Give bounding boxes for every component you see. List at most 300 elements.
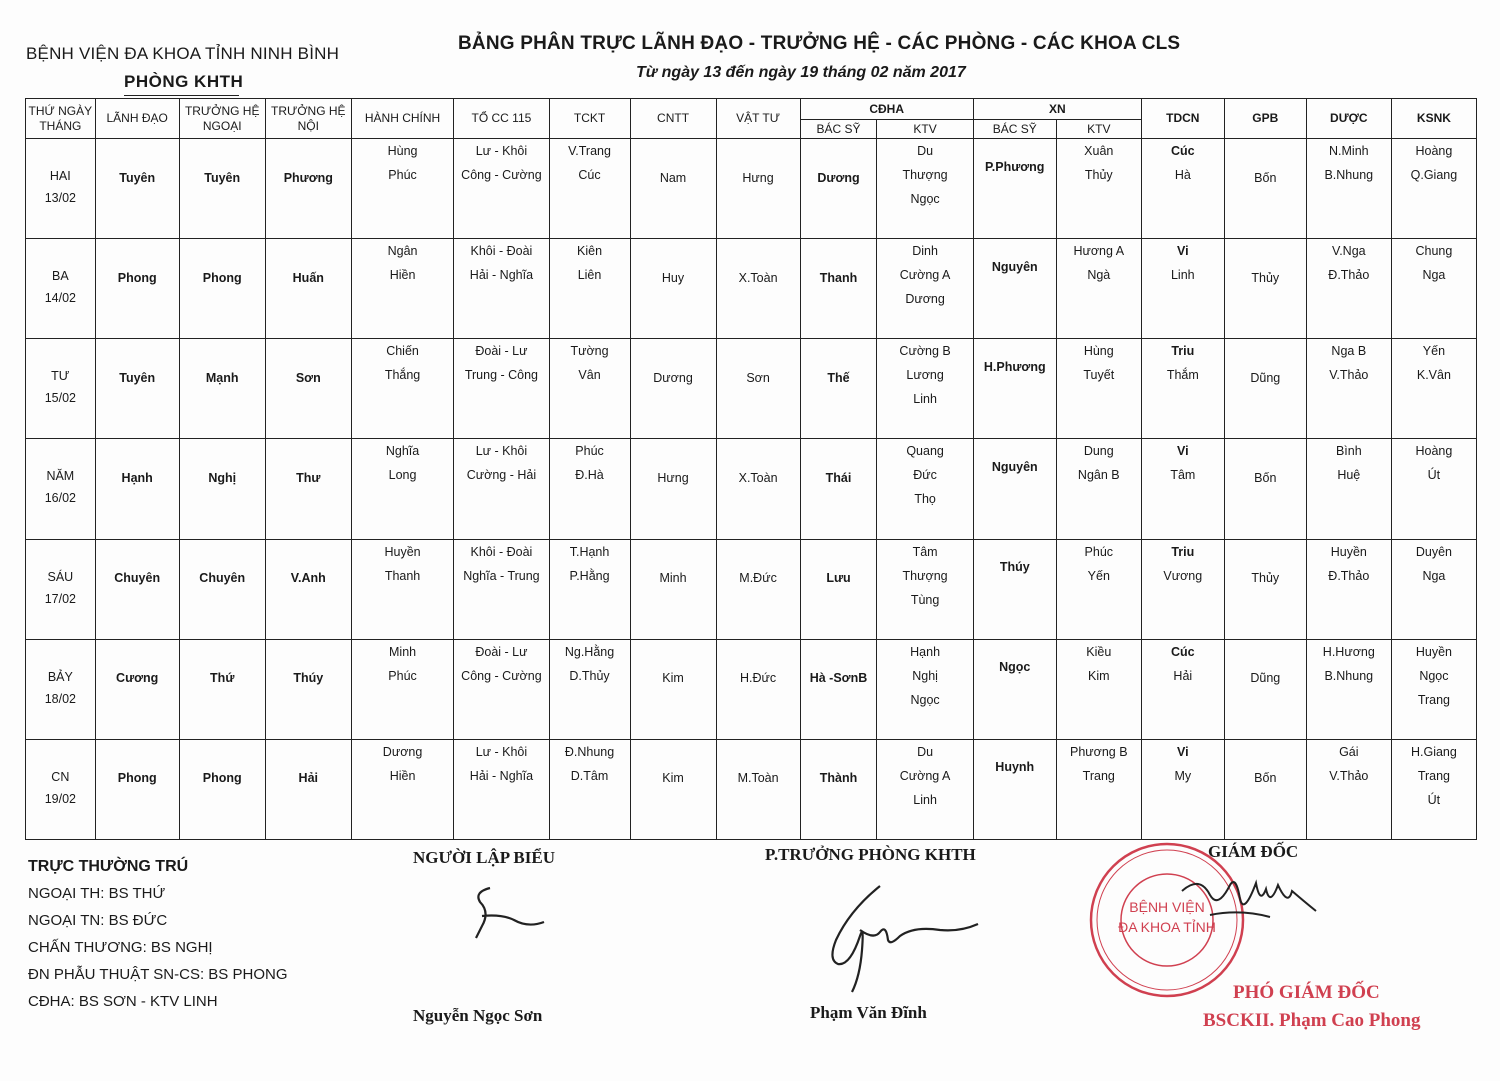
cc115-cell-entry: Công - Cường [461,168,542,182]
tdcn-cell [1141,339,1224,439]
tdcn-cell-entry: Triu [1171,544,1195,559]
surg-cell: Phong [179,739,265,839]
cntt-cell: Minh [630,539,716,639]
cc115-cell [454,439,549,539]
gpb-cell: Bốn [1224,139,1306,239]
col-admin: HÀNH CHÍNH [351,99,453,139]
duoc-cell-entry: Huệ [1337,468,1361,483]
duoc-cell-entry: Bình [1335,444,1362,459]
director-title: GIÁM ĐỐC [1208,842,1299,861]
tckt-cell-entry: Phúc [575,444,604,459]
duoc-cell-entry: Nga B [1331,344,1367,359]
resident-duty-line: NGOẠI TH: BS THỨ [28,885,166,902]
schedule-body [26,139,1477,840]
admin-cell-entry: Hiền [389,268,416,283]
col-duoc: DƯỢC [1306,99,1391,139]
stamp-line-2: ĐA KHOA TỈNH [1118,919,1216,935]
ksnk-cell [1391,139,1476,239]
tckt-cell [549,239,630,339]
cdha-ktv-cell-entry: Tùng [910,592,940,607]
vice-director-name: BSCKII. Phạm Cao Phong [1203,1010,1421,1031]
day-name: BA [51,269,69,284]
tckt-cell-entry: Tường [570,344,609,359]
duoc-cell-entry: V.Nga [1332,244,1366,259]
xn-ktv-cell [1056,139,1141,239]
vattu-cell: M.Toàn [716,739,800,839]
day-date: 19/02 [44,791,76,806]
admin-cell-entry: Chiến [386,344,419,359]
ksnk-cell [1391,739,1476,839]
xn-bs-cell: Huynh [973,739,1056,839]
tdcn-cell-entry: Vi [1177,444,1189,459]
cc115-cell [454,639,549,739]
ksnk-cell-entry: Nga [1422,568,1446,583]
duoc-cell-entry: H.Hương [1322,644,1375,659]
col-vattu: VẬT TƯ [716,99,800,139]
cc115-cell [454,239,549,339]
admin-cell-entry: Hùng [387,144,418,158]
cc115-cell-entry: Lư - Khôi [475,144,528,158]
cdha-ktv-cell-entry: Ngọc [910,192,940,206]
cdha-ktv-cell-entry: Du [917,744,934,759]
lead-cell: Phong [95,739,179,839]
stamp-line-1: BỆNH VIỆN [1129,899,1205,915]
admin-cell-entry: Phúc [388,168,417,182]
ksnk-cell [1391,239,1476,339]
col-tdcn: TDCN [1141,99,1224,139]
cdha-ktv-cell-entry: Lương [906,368,944,383]
col-cdha: CĐHA [800,99,973,120]
resident-duty-line: ĐN PHẪU THUẬT SN-CS: BS PHONG [28,966,288,983]
ksnk-cell [1391,539,1476,639]
lead-cell: Phong [95,239,179,339]
vattu-cell: H.Đức [716,639,800,739]
med-cell: V.Anh [265,539,351,639]
cc115-cell [454,139,549,239]
cdha-ktv-cell-entry: Cường A [899,768,951,783]
day-date: 15/02 [44,391,76,406]
xn-ktv-cell-entry: Thủy [1084,168,1113,182]
xn-ktv-cell [1056,339,1141,439]
document-title: BẢNG PHÂN TRỰC LÃNH ĐẠO - TRƯỞNG HỆ - CÁC PHÒNG - CÁC KHOA CLS [458,33,1181,54]
cdha-ktv-cell-entry: Ngọc [910,692,940,707]
tckt-cell-entry: Đ.Hà [575,468,604,483]
surg-cell: Nghị [179,439,265,539]
col-cc115: TỔ CC 115 [454,99,549,139]
surg-cell: Tuyên [179,139,265,239]
tdcn-cell-entry: Vi [1177,244,1189,259]
surg-cell: Mạnh [179,339,265,439]
ksnk-cell-entry: Hoàng [1415,144,1453,158]
cc115-cell-entry: Lư - Khôi [475,444,528,459]
cc115-cell-entry: Đoài - Lư [475,644,528,659]
cntt-cell: Huy [630,239,716,339]
xn-ktv-cell-entry: Tuyết [1083,368,1115,383]
med-cell: Huấn [265,239,351,339]
tdcn-cell-entry: Cúc [1171,144,1195,158]
tdcn-cell [1141,239,1224,339]
hospital-name: BỆNH VIỆN ĐA KHOA TỈNH NINH BÌNH [26,44,340,63]
resident-duty-line: CĐHA: BS SƠN - KTV LINH [28,993,218,1010]
tdcn-cell [1141,639,1224,739]
med-cell: Sơn [265,339,351,439]
xn-bs-cell: H.Phương [973,339,1056,439]
admin-cell [351,139,453,239]
col-cntt: CNTT [630,99,716,139]
director-signature [1170,855,1320,945]
day-date: 18/02 [44,691,76,706]
schedule-row [26,639,1477,739]
tdcn-cell-entry: Hải [1173,668,1193,683]
admin-cell-entry: Huyền [384,544,421,559]
cntt-cell: Kim [630,639,716,739]
tdcn-cell-entry: Hà [1174,168,1191,182]
col-surg: TRƯỞNG HỆ NGOẠI [179,99,265,139]
tckt-cell-entry: Vân [578,368,601,383]
day-name: CN [51,769,70,784]
admin-cell [351,639,453,739]
day-cell [26,339,96,439]
med-cell: Thúy [265,639,351,739]
deputy-title: P.TRƯỞNG PHÒNG KHTH [765,845,976,864]
ksnk-cell-entry: Trang [1417,692,1451,707]
document-subtitle: Từ ngày 13 đến ngày 19 tháng 02 năm 2017 [636,64,966,81]
admin-cell-entry: Thắng [384,368,421,383]
xn-ktv-cell [1056,239,1141,339]
tckt-cell-entry: D.Tâm [570,768,609,783]
admin-cell-entry: Ngân [387,244,418,259]
tckt-cell-entry: Đ.Nhung [564,744,615,759]
cdha-ktv-cell-entry: Cường B [899,344,951,359]
col-cdha-ktv: KTV [877,120,973,139]
ksnk-cell [1391,439,1476,539]
duoc-cell [1306,239,1391,339]
xn-ktv-cell-entry: Yến [1087,568,1110,583]
duoc-cell-entry: Đ.Thảo [1328,568,1370,583]
cc115-cell-entry: Khôi - Đoài [470,544,533,559]
cdha-bs-cell: Hà -SơnB [800,639,877,739]
tdcn-cell-entry: Vi [1177,744,1189,759]
col-gpb: GPB [1224,99,1306,139]
cc115-cell-entry: Hải - Nghĩa [469,768,534,783]
tdcn-cell-entry: Tâm [1170,468,1196,483]
xn-ktv-cell-entry: Phúc [1084,544,1114,559]
xn-bs-cell: Ngọc [973,639,1056,739]
col-tckt: TCKT [549,99,630,139]
duoc-cell-entry: B.Nhung [1324,668,1374,683]
surg-cell: Chuyên [179,539,265,639]
cdha-ktv-cell [877,439,973,539]
schedule-row [26,339,1477,439]
day-date: 17/02 [44,591,76,606]
cdha-ktv-cell [877,139,973,239]
xn-bs-cell: Nguyên [973,439,1056,539]
tdcn-cell-entry: Linh [1170,268,1195,283]
xn-ktv-cell [1056,739,1141,839]
preparer-signature [462,880,552,950]
cntt-cell: Hưng [630,439,716,539]
deputy-name: Phạm Văn Đĩnh [810,1003,927,1022]
cdha-ktv-cell [877,239,973,339]
cc115-cell-entry: Nghĩa - Trung [463,568,540,583]
cc115-cell-entry: Khôi - Đoài [470,244,533,259]
xn-ktv-cell-entry: Xuân [1084,144,1114,158]
gpb-cell: Bốn [1224,439,1306,539]
cc115-cell [454,339,549,439]
cdha-bs-cell: Thế [800,339,877,439]
day-date: 14/02 [44,291,76,306]
cc115-cell-entry: Công - Cường [461,668,542,683]
admin-cell-entry: Phúc [388,668,417,683]
admin-cell-entry: Minh [389,644,417,659]
xn-bs-cell: Thúy [973,539,1056,639]
tckt-cell [549,139,630,239]
schedule-row [26,439,1477,539]
ksnk-cell-entry: Út [1427,792,1441,807]
tckt-cell-entry: P.Hằng [569,568,610,583]
preparer-title: NGƯỜI LẬP BIỂU [413,848,556,867]
tdcn-cell-entry: My [1174,768,1192,783]
preparer-name: Nguyễn Ngọc Sơn [413,1006,543,1025]
tdcn-cell-entry: Triu [1171,344,1195,359]
xn-ktv-cell-entry: Trang [1082,768,1115,783]
ksnk-cell-entry: Nga [1422,268,1446,283]
cdha-ktv-cell-entry: Dinh [912,244,938,259]
cdha-ktv-cell-entry: Dương [905,292,945,307]
day-name: SÁU [47,569,74,584]
cc115-cell-entry: Trung - Công [464,368,539,383]
duoc-cell [1306,739,1391,839]
duoc-cell [1306,339,1391,439]
ksnk-cell-entry: Huyền [1415,644,1452,659]
ksnk-cell [1391,639,1476,739]
cdha-bs-cell: Thành [800,739,877,839]
day-cell [26,139,96,239]
admin-cell-entry: Thanh [384,568,421,583]
surg-cell: Phong [179,239,265,339]
cdha-ktv-cell-entry: Hạnh [910,644,941,659]
duoc-cell [1306,439,1391,539]
admin-cell [351,739,453,839]
resident-duty-block [28,853,287,1015]
cdha-bs-cell: Dương [800,139,877,239]
med-cell: Hải [265,739,351,839]
day-name: HAI [49,169,71,183]
cdha-bs-cell: Thái [800,439,877,539]
cdha-ktv-cell-entry: Linh [913,392,937,407]
duoc-cell-entry: N.Minh [1329,144,1369,158]
vattu-cell: M.Đức [716,539,800,639]
col-ksnk: KSNK [1391,99,1476,139]
schedule-row [26,139,1477,239]
tckt-cell [549,739,630,839]
cdha-ktv-cell-entry: Cường A [899,268,951,283]
admin-cell [351,439,453,539]
col-lead: LÃNH ĐẠO [95,99,179,139]
day-cell [26,539,96,639]
day-name: TƯ [51,369,70,384]
resident-duty-heading: TRỰC THƯỜNG TRÚ [28,858,189,875]
xn-ktv-cell-entry: Ngân B [1077,468,1120,483]
admin-cell [351,539,453,639]
cdha-ktv-cell-entry: Nghị [912,668,938,683]
duoc-cell-entry: Gái [1339,744,1359,759]
gpb-cell: Dũng [1224,339,1306,439]
day-date: 16/02 [44,491,76,506]
day-cell [26,739,96,839]
ksnk-cell-entry: H.Giang [1410,744,1457,759]
ksnk-cell-entry: Hoàng [1415,444,1453,459]
col-cdha-bs: BÁC SỸ [800,120,877,139]
duoc-cell-entry: B.Nhung [1324,168,1374,182]
tckt-cell [549,639,630,739]
cdha-ktv-cell [877,639,973,739]
day-cell [26,439,96,539]
duoc-cell-entry: V.Thảo [1329,768,1369,783]
resident-duty-line: CHẤN THƯƠNG: BS NGHỊ [28,939,213,956]
col-xn-ktv: KTV [1056,120,1141,139]
ksnk-cell [1391,339,1476,439]
col-day: THỨ NGÀY THÁNG [26,99,96,139]
duoc-cell [1306,139,1391,239]
tdcn-cell [1141,739,1224,839]
duoc-cell [1306,639,1391,739]
header-row [26,99,1477,120]
duoc-cell-entry: Đ.Thảo [1328,268,1370,283]
xn-ktv-cell [1056,439,1141,539]
tdcn-cell [1141,139,1224,239]
gpb-cell: Thủy [1224,539,1306,639]
schedule-row [26,239,1477,339]
tckt-cell-entry: Ng.Hằng [564,644,615,659]
ksnk-cell-entry: Ngọc [1419,668,1449,683]
lead-cell: Hạnh [95,439,179,539]
xn-ktv-cell-entry: Hùng [1083,344,1114,359]
duoc-cell-entry: V.Thảo [1329,368,1369,383]
cc115-cell-entry: Lư - Khôi [475,744,528,759]
xn-ktv-cell [1056,539,1141,639]
admin-cell-entry: Hiền [389,768,416,783]
cc115-cell [454,539,549,639]
admin-cell [351,339,453,439]
cdha-ktv-cell-entry: Du [917,144,934,158]
ksnk-cell-entry: Trang [1417,768,1451,783]
cdha-ktv-cell-entry: Quang [906,444,944,459]
resident-duty-line: NGOẠI TN: BS ĐỨC [28,912,168,929]
cc115-cell-entry: Đoài - Lư [475,344,528,359]
cc115-cell-entry: Hải - Nghĩa [469,268,534,283]
ksnk-cell-entry: Q.Giang [1410,168,1458,182]
lead-cell: Chuyên [95,539,179,639]
ksnk-cell-entry: Út [1427,468,1441,483]
tdcn-cell-entry: Thắm [1166,368,1199,383]
vattu-cell: X.Toàn [716,439,800,539]
admin-cell-entry: Dương [382,744,423,759]
cc115-cell [454,739,549,839]
lead-cell: Tuyên [95,139,179,239]
xn-ktv-cell-entry: Dung [1083,444,1114,459]
vattu-cell: Hưng [716,139,800,239]
col-xn: XN [973,99,1141,120]
cdha-ktv-cell-entry: Tâm [912,544,938,559]
lead-cell: Tuyên [95,339,179,439]
schedule-row [26,739,1477,839]
gpb-cell: Dũng [1224,639,1306,739]
tckt-cell-entry: Kiên [577,244,603,259]
duoc-cell [1306,539,1391,639]
xn-ktv-cell-entry: Phương B [1069,744,1128,759]
vattu-cell: Sơn [716,339,800,439]
med-cell: Phương [265,139,351,239]
cdha-ktv-cell-entry: Đức [913,468,937,483]
col-med: TRƯỞNG HỆ NỘI [265,99,351,139]
cntt-cell: Dương [630,339,716,439]
cntt-cell: Kim [630,739,716,839]
deputy-signature [790,880,990,1000]
day-name: BẢY [47,669,73,684]
tdcn-cell [1141,439,1224,539]
cdha-ktv-cell [877,739,973,839]
cdha-ktv-cell [877,339,973,439]
department-name: PHÒNG KHTH [124,72,244,91]
department-underline [124,95,239,96]
tckt-cell-entry: D.Thủy [569,668,610,683]
vattu-cell: X.Toàn [716,239,800,339]
cdha-ktv-cell-entry: Linh [913,792,937,807]
schedule-row [26,539,1477,639]
cdha-ktv-cell-entry: Thọ [914,492,936,507]
surg-cell: Thứ [179,639,265,739]
ksnk-cell-entry: K.Vân [1416,368,1451,383]
tdcn-cell-entry: Cúc [1171,644,1195,659]
xn-ktv-cell [1056,639,1141,739]
tdcn-cell [1141,539,1224,639]
day-name: NĂM [46,469,75,484]
cdha-ktv-cell-entry: Thượng [902,568,948,583]
xn-ktv-cell-entry: Hương A [1073,244,1125,259]
cdha-ktv-cell-entry: Thượng [902,168,948,182]
vice-director-title: PHÓ GIÁM ĐỐC [1233,982,1380,1003]
cdha-ktv-cell [877,539,973,639]
gpb-cell: Thủy [1224,239,1306,339]
ksnk-cell-entry: Duyên [1415,544,1452,559]
admin-cell-entry: Long [388,468,417,483]
lead-cell: Cương [95,639,179,739]
xn-ktv-cell-entry: Ngà [1087,268,1111,283]
xn-bs-cell: Nguyên [973,239,1056,339]
tckt-cell [549,539,630,639]
cntt-cell: Nam [630,139,716,239]
cdha-bs-cell: Thanh [800,239,877,339]
duoc-cell-entry: Huyền [1330,544,1367,559]
duty-schedule-table [25,98,1477,840]
col-xn-bs: BÁC SỸ [973,120,1056,139]
admin-cell [351,239,453,339]
cdha-bs-cell: Lưu [800,539,877,639]
med-cell: Thư [265,439,351,539]
tdcn-cell-entry: Vương [1163,568,1203,583]
day-cell [26,239,96,339]
tckt-cell-entry: T.Hạnh [569,544,610,559]
cc115-cell-entry: Cường - Hải [466,468,537,483]
tckt-cell [549,439,630,539]
xn-bs-cell: P.Phương [973,139,1056,239]
day-date: 13/02 [44,191,76,205]
tckt-cell-entry: V.Trang [568,144,611,158]
ksnk-cell-entry: Yến [1422,344,1446,359]
xn-ktv-cell-entry: Kiều [1086,644,1112,659]
day-cell [26,639,96,739]
